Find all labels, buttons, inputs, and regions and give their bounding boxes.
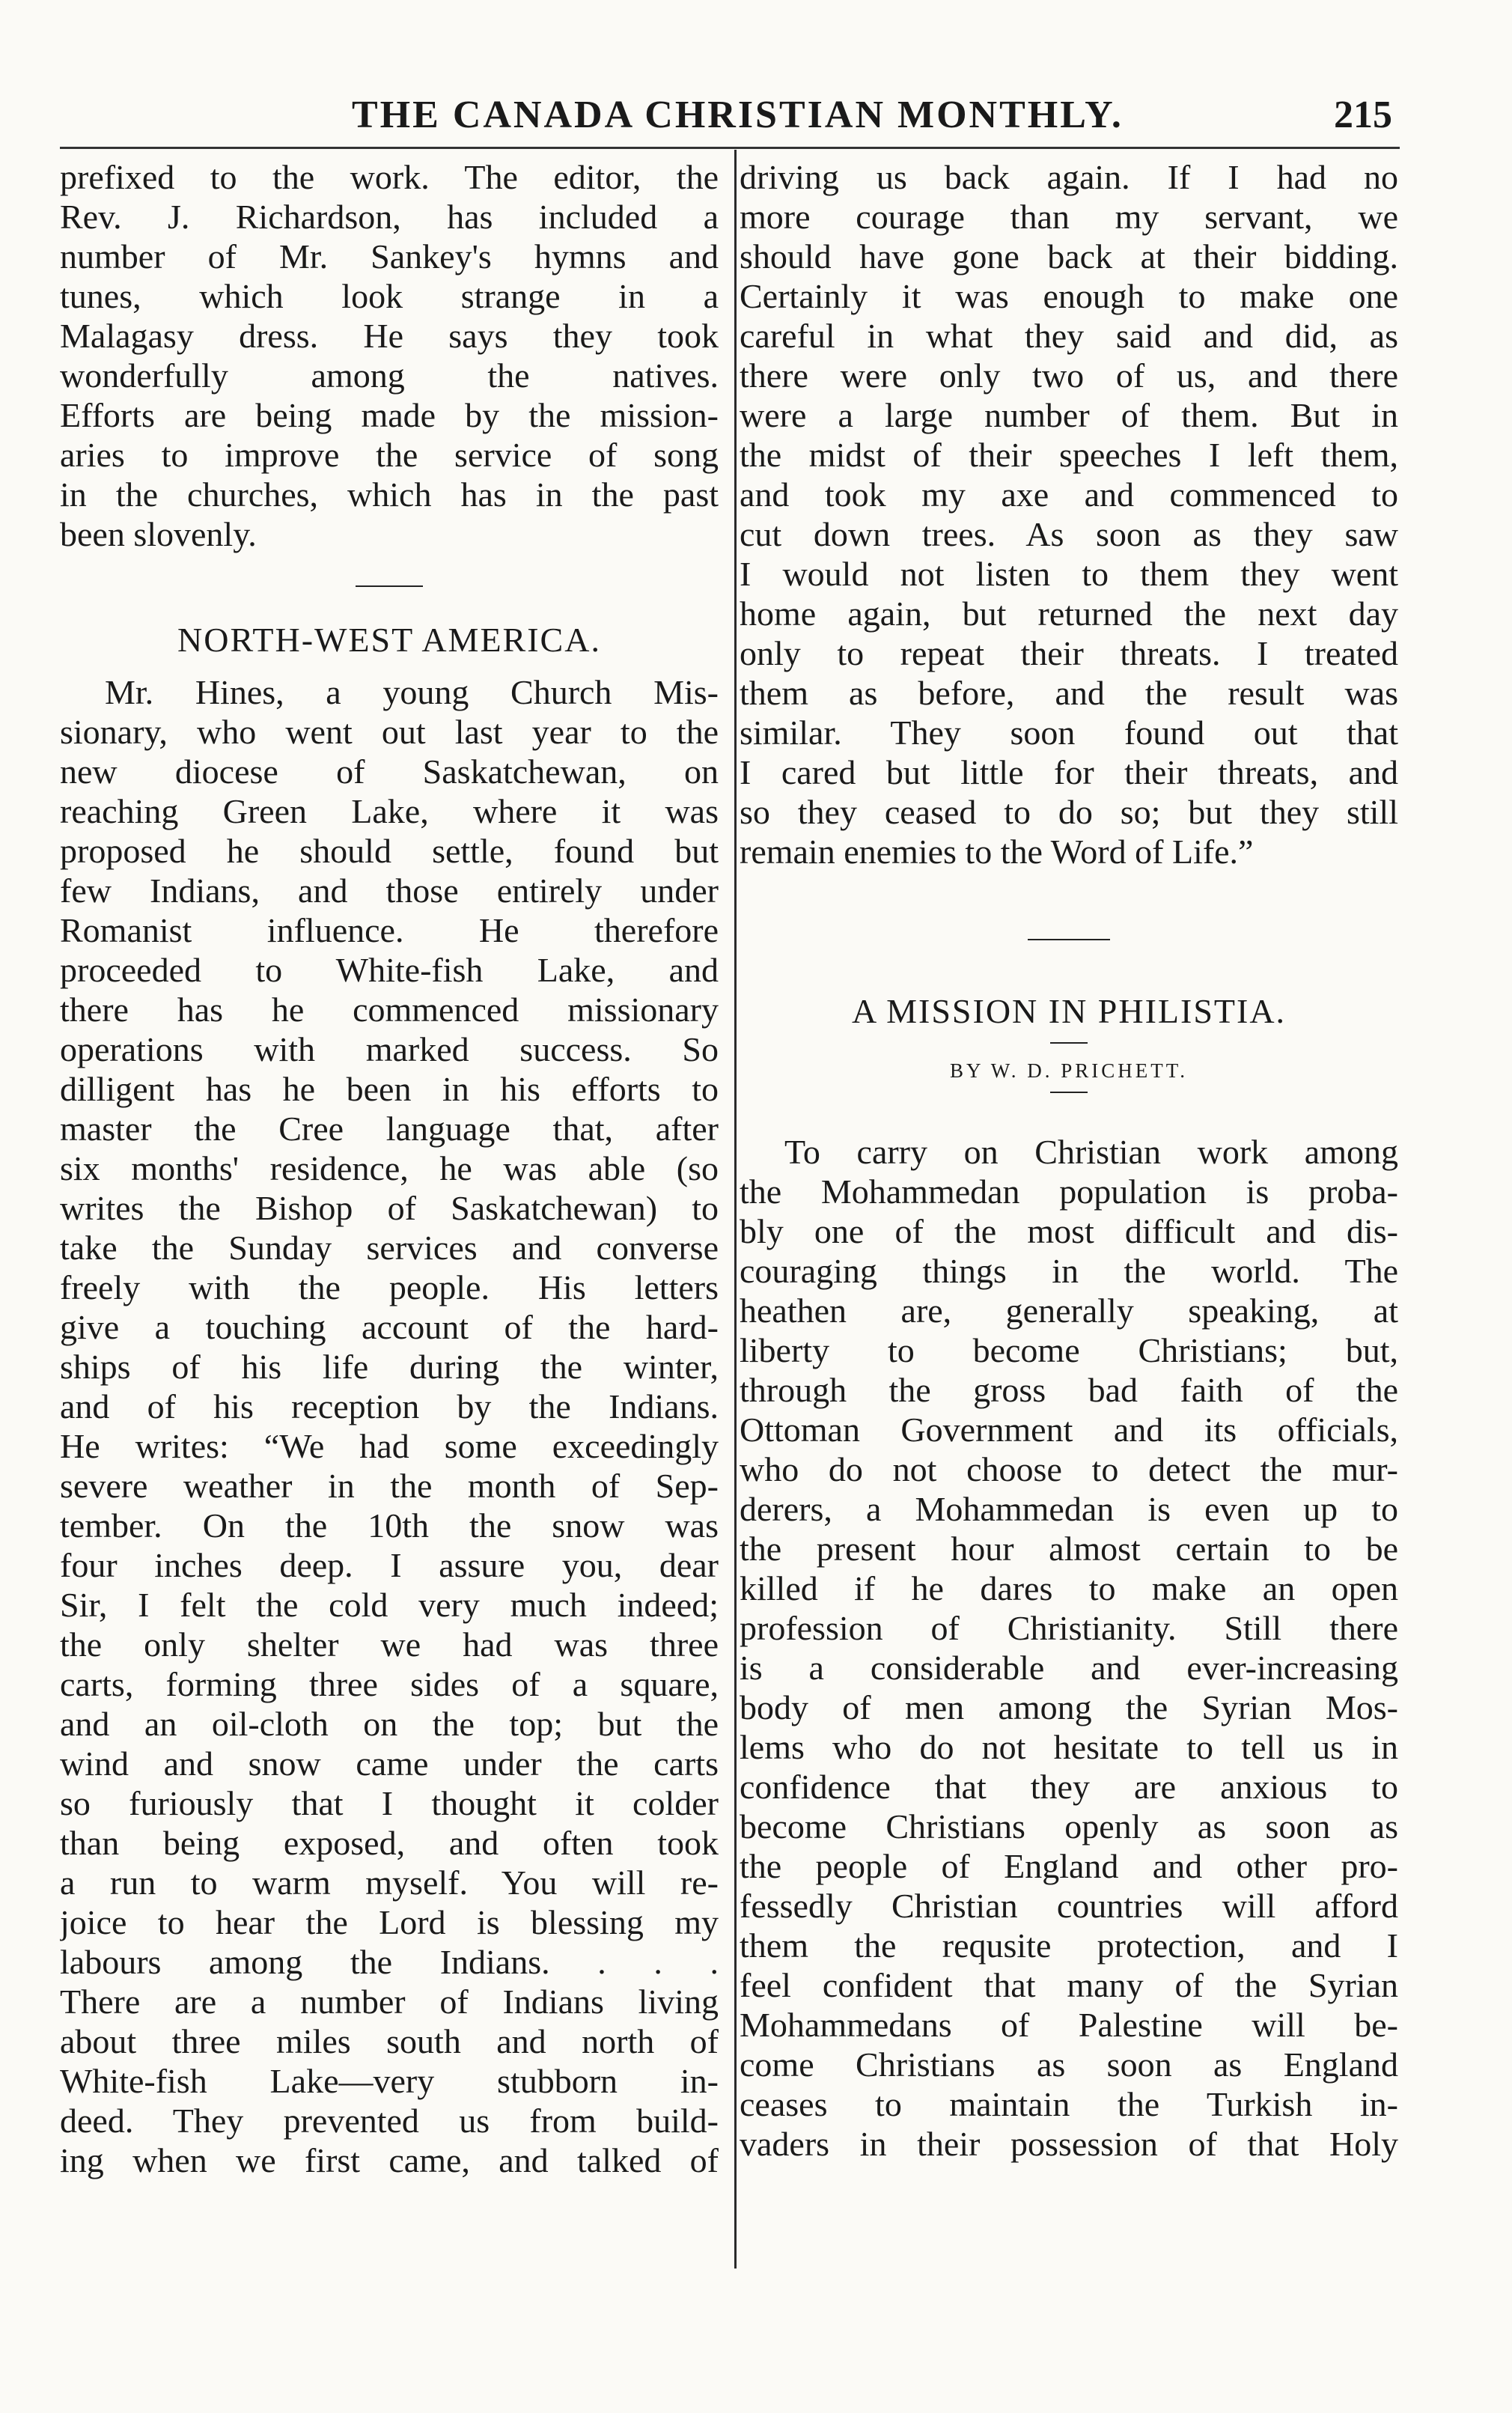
text-line: feel confident that many of the Syrian: [740, 1966, 1398, 2004]
text-line: prefixed to the work. The editor, the: [60, 158, 719, 196]
text-line: become Christians openly as soon as: [740, 1807, 1398, 1845]
text-line: new diocese of Saskatchewan, on: [60, 752, 719, 791]
text-line: careful in what they said and did, as: [740, 317, 1398, 355]
right-column: [740, 157, 1398, 2164]
text-line: confidence that they are anxious to: [740, 1768, 1398, 1806]
text-line: number of Mr. Sankey's hymns and: [60, 237, 719, 276]
section-heading: NORTH-WEST AMERICA.: [177, 621, 601, 659]
text-line: fessedly Christian countries will afford: [740, 1887, 1398, 1925]
text-line: few Indians, and those entirely under: [60, 871, 719, 910]
text-line: only to repeat their threats. I treated: [740, 634, 1398, 672]
text-line: and an oil-cloth on the top; but the: [60, 1705, 719, 1743]
text-line: the Mohammedan population is proba-: [740, 1172, 1398, 1211]
column-divider: [734, 150, 737, 2269]
byline: BY W. D. PRICHETT.: [949, 1059, 1189, 1082]
text-line: master the Cree language that, after: [60, 1110, 719, 1148]
text-line: couraging things in the world. The: [740, 1252, 1398, 1290]
text-line: come Christians as soon as England: [740, 2045, 1398, 2084]
text-line: deed. They prevented us from build-: [60, 2102, 719, 2140]
text-line: freely with the people. His letters: [60, 1268, 719, 1306]
text-line: Rev. J. Richardson, has included a: [60, 198, 719, 236]
text-line: liberty to become Christians; but,: [740, 1331, 1398, 1369]
text-line: There are a number of Indians living: [60, 1983, 719, 2021]
text-line: about three miles south and north of: [60, 2022, 719, 2060]
text-line: so furiously that I thought it colder: [60, 1784, 719, 1822]
mission-paragraph: [60, 672, 719, 2180]
letter-continuation: [740, 157, 1398, 871]
text-line: the people of England and other pro-: [740, 1847, 1398, 1885]
text-line: carts, forming three sides of a square,: [60, 1665, 719, 1703]
header-rule: [60, 147, 1400, 149]
text-line: through the gross bad faith of the: [740, 1371, 1398, 1409]
text-line: Malagasy dress. He says they took: [60, 317, 719, 355]
text-line: To carry on Christian work among: [784, 1133, 1398, 1171]
running-header: [52, 88, 1392, 148]
text-line: wonderfully among the natives.: [60, 356, 719, 395]
text-line: been slovenly.: [60, 515, 257, 553]
text-line: proposed he should settle, found but: [60, 832, 719, 870]
text-line: reaching Green Lake, where it was: [60, 792, 719, 830]
text-line: Ottoman Government and its officials,: [740, 1411, 1398, 1449]
text-line: severe weather in the month of Sep-: [60, 1467, 719, 1505]
text-line: I would not listen to them they went: [740, 555, 1398, 593]
text-line: four inches deep. I assure you, dear: [60, 1546, 719, 1584]
intro-paragraph: [60, 157, 719, 554]
text-line: Efforts are being made by the mission-: [60, 396, 719, 434]
text-line: proceeded to White-fish Lake, and: [60, 951, 719, 989]
text-line: than being exposed, and often took: [60, 1824, 719, 1862]
text-line: ceases to maintain the Turkish in-: [740, 2085, 1398, 2123]
text-line: dilligent has he been in his efforts to: [60, 1070, 719, 1108]
text-line: wind and snow came under the carts: [60, 1744, 719, 1783]
text-line: Mohammedans of Palestine will be-: [740, 2006, 1398, 2044]
text-line: derers, a Mohammedan is even up to: [740, 1490, 1398, 1528]
text-line: White-fish Lake—very stubborn in-: [60, 2062, 719, 2100]
text-line: home again, but returned the next day: [740, 594, 1398, 633]
text-line: the present hour almost certain to be: [740, 1530, 1398, 1568]
text-line: six months' residence, he was able (so: [60, 1149, 719, 1187]
journal-title: THE CANADA CHRISTIAN MONTHLY.: [352, 94, 1124, 136]
text-line: who do not choose to detect the mur-: [740, 1450, 1398, 1488]
text-line: I cared but little for their threats, and: [740, 753, 1398, 791]
text-line: writes the Bishop of Saskatchewan) to: [60, 1189, 719, 1227]
text-line: give a touching account of the hard-: [60, 1308, 719, 1346]
text-line: cut down trees. As soon as they saw: [740, 515, 1398, 553]
text-line: heathen are, generally speaking, at: [740, 1291, 1398, 1330]
text-line: vaders in their possession of that Holy: [740, 2125, 1398, 2163]
text-line: should have gone back at their bidding.: [740, 237, 1398, 276]
text-line: ships of his life during the winter,: [60, 1348, 719, 1386]
text-line: is a considerable and ever-increasing: [740, 1649, 1398, 1687]
text-line: there has he commenced missionary: [60, 991, 719, 1029]
text-line: there were only two of us, and there: [740, 356, 1398, 395]
text-line: so they ceased to do so; but they still: [740, 793, 1398, 831]
text-line: lems who do not hesitate to tell us in: [740, 1728, 1398, 1766]
text-line: tember. On the 10th the snow was: [60, 1506, 719, 1545]
text-line: take the Sunday services and converse: [60, 1229, 719, 1267]
text-line: ing when we first came, and talked of: [60, 2141, 719, 2179]
text-line: and of his reception by the Indians.: [60, 1387, 719, 1425]
text-line: profession of Christianity. Still there: [740, 1609, 1398, 1647]
left-column: [60, 157, 719, 2180]
text-line: labours among the Indians. . . .: [60, 1943, 719, 1981]
text-line: Sir, I felt the cold very much indeed;: [60, 1586, 719, 1624]
text-line: similar. They soon found out that: [740, 713, 1398, 752]
text-line: a run to warm myself. You will re-: [60, 1863, 719, 1902]
article-paragraph: [740, 1132, 1398, 2164]
text-line: tunes, which look strange in a: [60, 277, 719, 315]
text-line: joice to hear the Lord is blessing my: [60, 1903, 719, 1941]
text-line: sionary, who went out last year to the: [60, 713, 719, 751]
text-line: remain enemies to the Word of Life.”: [740, 833, 1254, 871]
text-line: were a large number of them. But in: [740, 396, 1398, 434]
text-line: the only shelter we had was three: [60, 1625, 719, 1664]
text-line: killed if he dares to make an open: [740, 1569, 1398, 1607]
text-line: He writes: “We had some exceedingly: [60, 1427, 719, 1465]
text-line: in the churches, which has in the past: [60, 475, 719, 514]
text-line: them as before, and the result was: [740, 674, 1398, 712]
text-line: more courage than my servant, we: [740, 198, 1398, 236]
text-line: bly one of the most difficult and dis-: [740, 1212, 1398, 1250]
page-number: 215: [1334, 94, 1392, 136]
text-line: and took my axe and commenced to: [740, 475, 1398, 514]
text-line: Romanist influence. He therefore: [60, 911, 719, 949]
text-line: operations with marked success. So: [60, 1030, 719, 1068]
text-line: driving us back again. If I had no: [740, 158, 1398, 196]
text-line: Mr. Hines, a young Church Mis-: [105, 673, 719, 711]
article-title: A MISSION IN PHILISTIA.: [851, 992, 1287, 1030]
text-line: aries to improve the service of song: [60, 436, 719, 474]
text-line: the midst of their speeches I left them,: [740, 436, 1398, 474]
text-line: them the requsite protection, and I: [740, 1926, 1398, 1965]
text-line: body of men among the Syrian Mos-: [740, 1688, 1398, 1726]
text-line: Certainly it was enough to make one: [740, 277, 1398, 315]
